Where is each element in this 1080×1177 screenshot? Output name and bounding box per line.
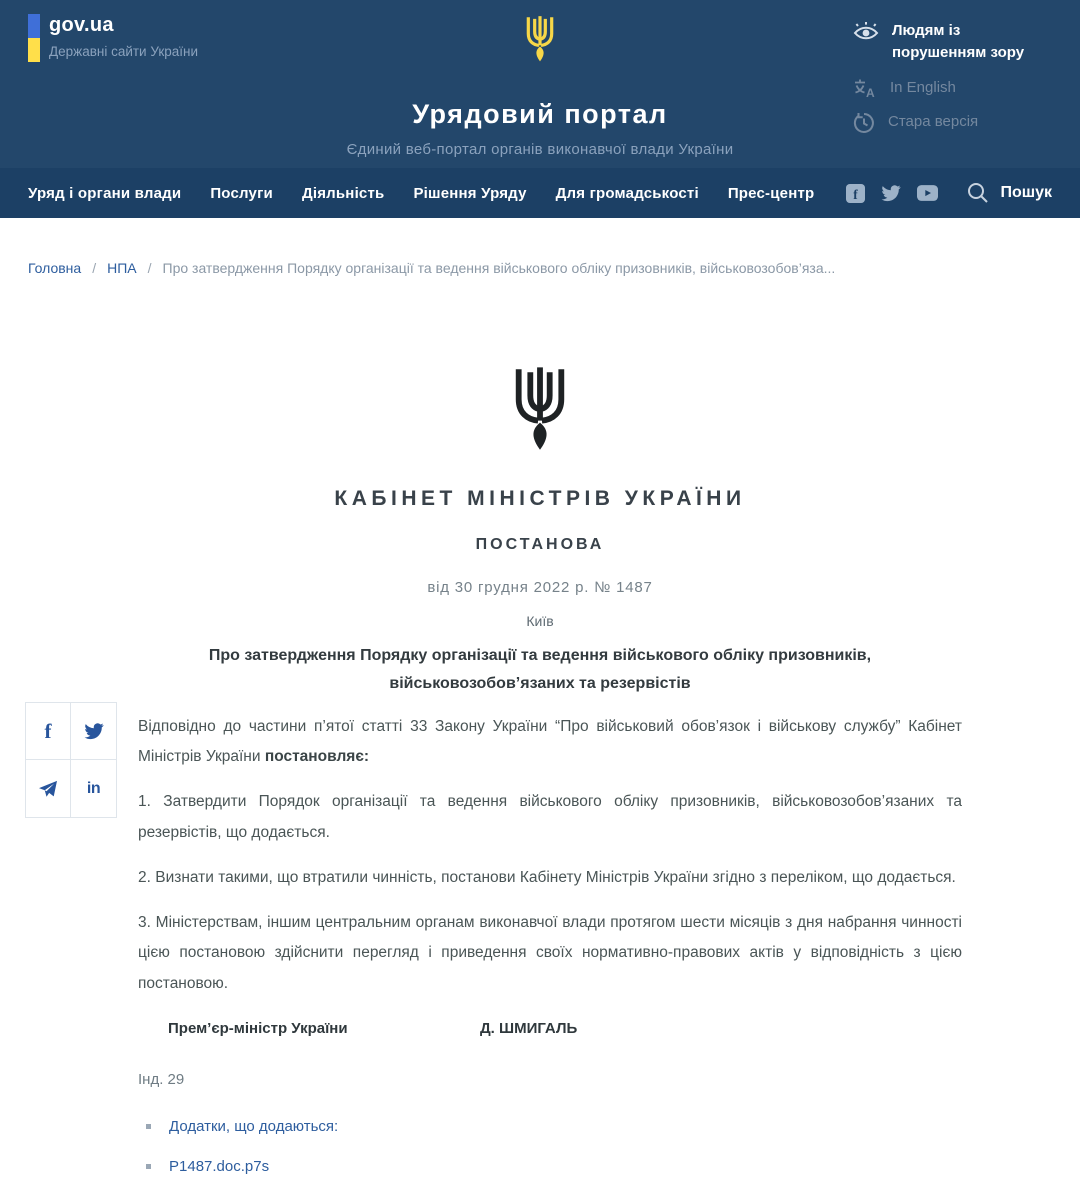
facebook-icon[interactable] (846, 184, 865, 203)
eye-icon (853, 21, 879, 41)
trident-icon (509, 364, 571, 454)
telegram-icon (38, 780, 58, 798)
breadcrumb: Головна / НПА / Про затвердження Порядку організації та ведення військового обліку призовників, військовозобов’яза... (28, 260, 836, 276)
signature-role: Прем’єр-міністр України (168, 1019, 348, 1037)
svg-text:A: A (866, 85, 875, 98)
document-body (0, 698, 1080, 1177)
signature-row (138, 1014, 962, 1043)
breadcrumb-npa[interactable]: НПА (107, 260, 137, 276)
share-linkedin-button[interactable] (71, 760, 116, 817)
in-english-link[interactable]: A In English (853, 77, 1042, 99)
linkedin-icon: in (86, 779, 101, 797)
attachments-toggle-link[interactable]: Додатки, що додаються: (138, 1116, 962, 1137)
share-twitter-button[interactable] (71, 703, 116, 760)
share-facebook-button[interactable] (26, 703, 71, 760)
breadcrumb-home[interactable]: Головна (28, 260, 82, 276)
history-icon (853, 112, 875, 134)
govua-title: gov.ua (49, 14, 114, 36)
document-intro: Відповідно до частини п’ятої статті 33 Закону України “Про військовий обов’язок і військову службу” Кабінет Міністрів України постановляє: (138, 718, 962, 766)
twitter-icon[interactable] (881, 185, 901, 202)
nav-item-public[interactable]: Для громадськості (555, 184, 699, 202)
header-access-links (853, 20, 1042, 147)
facebook-icon: f (44, 718, 52, 743)
share-telegram-button[interactable] (26, 760, 71, 817)
document-intro-bold: постановляє: (264, 748, 370, 766)
nav-item-decisions[interactable]: Рішення Уряду (413, 184, 527, 202)
twitter-icon (84, 723, 104, 740)
document-paragraph-2: 2. Визнати такими, що втратили чинність, постанови Кабінету Міністрів України згідно з переліком, що додається. (138, 868, 956, 886)
vision-impaired-link[interactable]: Людям із порушенням зору (853, 20, 1042, 64)
document-date: від 30 грудня 2022 р. № 1487 (427, 579, 653, 596)
breadcrumb-current: Про затвердження Порядку організації та ведення військового обліку призовників, військовозобов’яза... (162, 260, 836, 276)
main-navigation (0, 168, 1080, 218)
share-panel (25, 702, 117, 818)
trident-icon (523, 10, 557, 68)
search-label: Пошук (1000, 184, 1052, 201)
search-button[interactable] (966, 181, 1052, 205)
bullet-icon (146, 1124, 151, 1129)
portal-title: Урядовий портал (412, 99, 668, 129)
nav-item-press[interactable]: Прес-центр (727, 184, 815, 202)
document-type: ПОСТАНОВА (475, 536, 605, 553)
document (0, 364, 1080, 1177)
youtube-icon[interactable] (917, 185, 938, 201)
attachment-file-link[interactable]: P1487.doc.p7s (138, 1156, 962, 1177)
bullet-icon (146, 1164, 151, 1169)
attachments-list (138, 1116, 962, 1177)
index-note: Інд. 29 (138, 1071, 185, 1088)
document-paragraph-3: 3. Міністерствам, іншим центральним органам виконавчої влади протягом шести місяців з дня набрання чинності цією постановою здійснити перегляд і приведення своїх нормативно-правових актів у відповідність з цією постановою. (138, 914, 962, 992)
govua-subtitle: Державні сайти України (49, 44, 198, 59)
old-version-link[interactable]: Стара версія (853, 111, 1042, 134)
translate-icon (853, 78, 877, 98)
document-title: Про затвердження Порядку організації та ведення військового обліку призовників, військовозобов’язаних та резервістів (208, 647, 872, 692)
header-top (0, 0, 1080, 168)
nav-item-services[interactable]: Послуги (210, 184, 273, 202)
site-header (0, 0, 1080, 218)
document-city: Київ (526, 613, 554, 629)
search-icon (966, 181, 990, 205)
signature-name: Д. ШМИГАЛЬ (480, 1019, 578, 1037)
document-organization: КАБІНЕТ МІНІСТРІВ УКРАЇНИ (334, 487, 746, 510)
svg-text:f: f (853, 186, 859, 202)
nav-item-activity[interactable]: Діяльність (301, 184, 385, 202)
nav-item-government[interactable]: Уряд і органи влади (28, 184, 182, 202)
portal-subtitle: Єдиний веб-портал органів виконавчої влади України (346, 141, 734, 158)
document-paragraph-1: 1. Затвердити Порядок організації та ведення військового обліку призовників, військовозобов’язаних та резервістів, що додається. (138, 793, 962, 841)
